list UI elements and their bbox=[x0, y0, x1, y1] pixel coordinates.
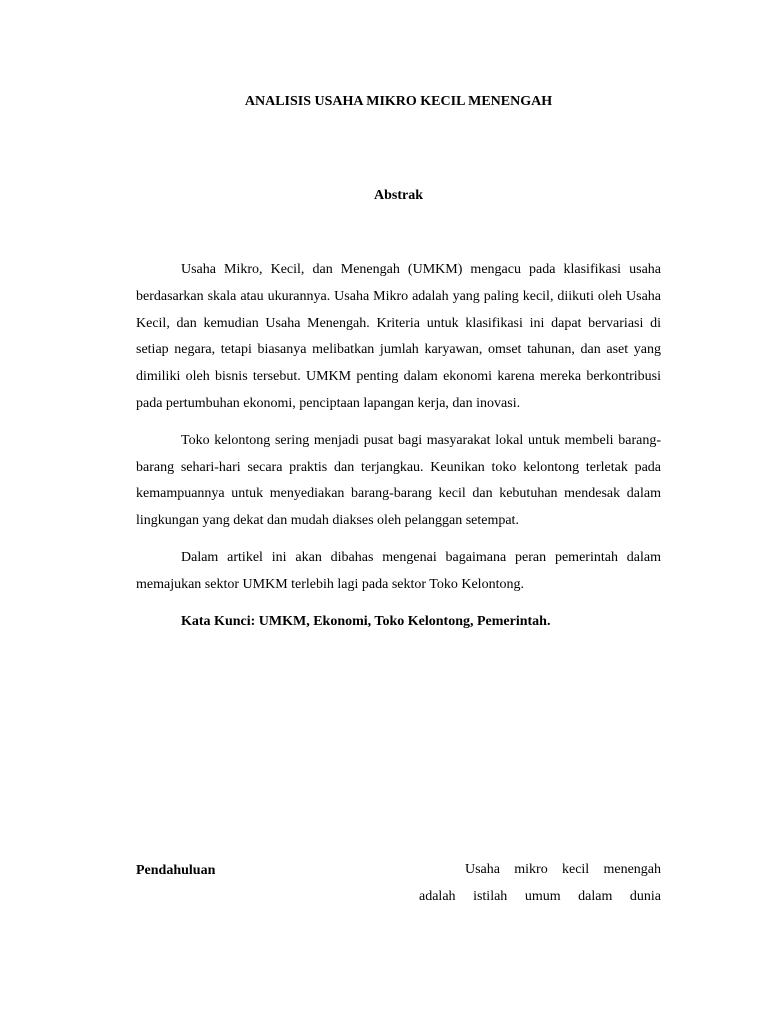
abstract-paragraph-2: Toko kelontong sering menjadi pusat bagi masyarakat lokal untuk membeli barang-barang sehari-hari secara praktis dan terjangkau. Keunikan toko kelontong terletak pada kemampuannya untuk menyediakan barang-barang kecil dan kebutuhan mendesak dalam lingkungan yang dekat dan mudah diakses oleh pelanggan setempat. bbox=[136, 432, 661, 529]
introduction-heading: Pendahuluan bbox=[136, 863, 216, 878]
document-title: ANALISIS USAHA MIKRO KECIL MENENGAH bbox=[244, 94, 553, 109]
abstract-paragraph-3: Dalam artikel ini akan dibahas mengenai bagaimana peran pemerintah dalam memajukan sektor UMKM terlebih lagi pada sektor Toko Kelontong. bbox=[136, 549, 661, 592]
abstract-body bbox=[136, 257, 661, 645]
keywords-line: Kata Kunci: UMKM, Ekonomi, Toko Kelontong, Pemerintah. bbox=[181, 613, 551, 629]
abstract-paragraph-1: Usaha Mikro, Kecil, dan Menengah (UMKM) mengacu pada klasifikasi usaha berdasarkan skala atau ukurannya. Usaha Mikro adalah yang paling kecil, diikuti oleh Usaha Kecil, dan kemudian Usaha Menengah. Kriteria untuk klasifikasi ini dapat bervariasi di setiap negara, tetapi biasanya melibatkan jumlah karyawan, omset tahunan, dan aset yang dimiliki oleh bisnis tersebut. UMKM penting dalam ekonomi karena mereka berkontribusi pada pertumbuhan ekonomi, penciptaan lapangan kerja, dan inovasi. bbox=[136, 262, 661, 411]
abstract-heading: Abstrak bbox=[373, 188, 423, 203]
introduction-text: Usaha mikro kecil menengah adalah istilah umum dalam dunia bbox=[419, 862, 661, 904]
